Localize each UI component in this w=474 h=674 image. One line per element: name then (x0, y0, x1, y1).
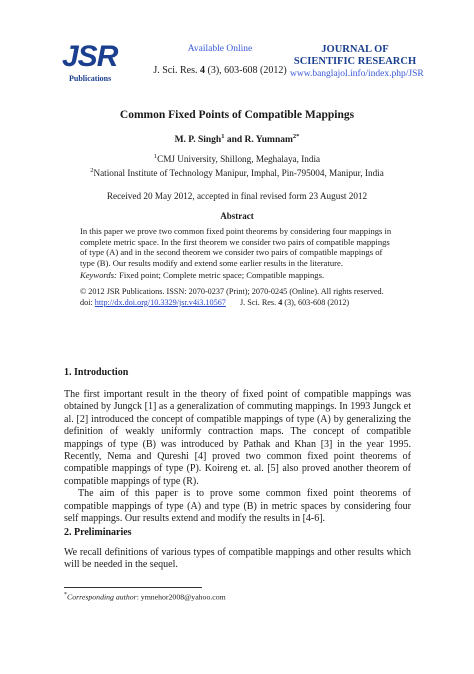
doi-line: doi: http://dx.doi.org/10.3329/jsr.v4i3.10567 J. Sci. Res. 4 (3), 603-608 (2012) (80, 297, 350, 307)
copyright-line: © 2012 JSR Publications. ISSN: 2070-0237 (Print); 2070-0245 (Online). All rights reserved. (80, 287, 384, 296)
doi-citation: J. Sci. Res. 4 (3), 603-608 (2012) (240, 297, 350, 307)
abstract-text: In this paper we prove two common fixed point theorems by considering four mappings in complete metric space. In the first theorem we consider two pairs of compatible mappings of type (A) and in the second theorem we consider two pairs of compatible mappings of type (B). Our results modify and extend some earlier results in the literature. (80, 226, 392, 268)
section-heading-preliminaries: 2. Preliminaries (64, 527, 132, 538)
footnote-rule (64, 587, 202, 588)
affiliation-1: $^1$CMJ University, Shillong, Meghalaya, India (153, 153, 321, 165)
logo-text: JSR (62, 40, 118, 73)
keywords: Keywords: Fixed point; Complete metric space; Compatible mappings. (80, 270, 325, 280)
footnote-email: : ymnehor2008@yahoo.com (136, 592, 226, 602)
affiliation-2: $^2$National Institute of Technology Manipur, Imphal, Pin-795004, Manipur, India (90, 167, 384, 179)
doi-link[interactable]: http://dx.doi.org/10.3329/jsr.v4i3.10567 (94, 297, 226, 307)
footnote: *Corresponding author: ymnehor2008@yahoo.com (64, 592, 226, 602)
abstract-heading: Abstract (220, 211, 254, 221)
header-center (140, 44, 300, 76)
paragraph: The first important result in the theory of fixed point of compatible mappings was obtained by Jungck [1] as a generalization of commuting mappings. In 1993 Jungck et al. [2] introduced the concept of compatible mappings of type (A) by generalizing the definition of weakly uniformly contraction maps. The concept of compatible mappings of type (B) was introduced by Pathak and Khan [3] in the year 1995. Recently, Nema and Qureshi [4] proved two common fixed point theorems of compatible mappings of type (P). Koireng et. al. [5] also proved another theorem of compatible mappings of type (R). (64, 389, 411, 487)
section-heading-introduction: 1. Introduction (64, 367, 129, 378)
journal-name: JOURNAL OF SCIENTIFIC RESEARCH (293, 44, 417, 67)
paragraph: The aim of this paper is to prove some common fixed point theorems of compatible mappings of type (A) and type (B) in metric spaces by considering four self mappings. Our results extend and modify the results in [4-6]. (64, 488, 411, 525)
received-date: Received 20 May 2012, accepted in final revised form 23 August 2012 (106, 191, 368, 201)
preliminaries-body: We recall definitions of various types of compatible mappings and other results which will be needed in the sequel. (64, 547, 411, 571)
copyright-block (80, 287, 397, 308)
header-citation: J. Sci. Res. 4 (3), 603-608 (2012) (153, 65, 287, 76)
available-online-link[interactable]: Available Online (187, 44, 253, 54)
logo-subtitle: Publications (69, 74, 112, 83)
author-1: M. P. Singh (174, 135, 222, 146)
paper-title: Common Fixed Points of Compatible Mappings (119, 109, 355, 121)
journal-logo (62, 42, 122, 88)
author-line: M. P. Singh$^1$ and R. Yumnam$^{2*}$ (174, 133, 300, 146)
introduction-body (64, 389, 411, 525)
journal-url-link[interactable]: www.banglajol.info/index.php/JSR (290, 69, 424, 79)
author-2: R. Yumnam (244, 135, 293, 146)
